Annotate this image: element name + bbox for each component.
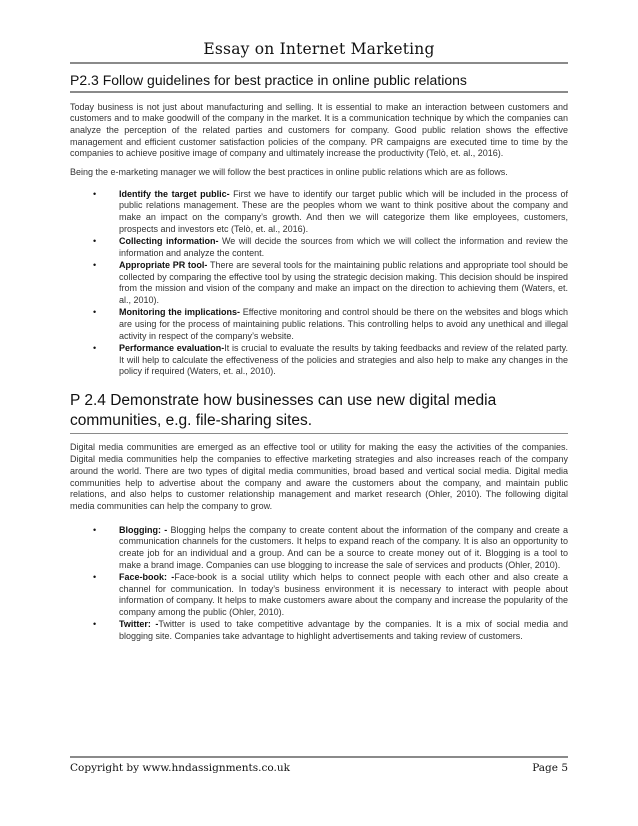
list-item [93,524,568,572]
list-item-term: Collecting information- [119,236,219,247]
list-item [93,236,568,259]
list-item-text: First we have to identify our target public which will be included in the process of public relations management. These are the peoples whom we want to think positive about the company and make an impact on the company’s growth. And then we will categorize them like employees, customers, prospects and investors etc (Telò, et. al., 2016). [119,188,568,234]
bullet-icon: • [93,307,97,318]
bullet-icon: • [93,524,97,535]
page-content [70,70,568,643]
section-heading-p2-3: P2.3 Follow guidelines for best practice in online public relations [70,72,467,88]
list-item-term: Blogging: - [119,524,168,535]
list-item-text: Face-book is a social utility which helps to connect people with each other and also create a channel for communication. In today’s business environment it is necessary to interact with people about information of company. It helps to make customers aware about the company and increase the popularity of the company among the public (Ohler, 2010). [119,572,568,618]
section-heading-underline [70,433,568,435]
bullet-list-digital-media [70,525,568,643]
bullet-icon: • [93,342,97,353]
list-item [93,342,568,378]
page-header-title: Essay on Internet Marketing [203,40,435,58]
paragraph: Being the e-marketing manager we will follow the best practices in online public relations which are as follows. [70,167,508,178]
list-item [93,188,568,236]
bullet-list-pr-practices [70,189,568,378]
list-item-text: It is crucial to evaluate the results by taking feedbacks and review of the related party. It will help to calculate the effectiveness of the policies and strategies and also help to make any changes in the policy if required (Waters, et. al., 2010). [119,342,568,377]
list-item-term: Performance evaluation- [119,342,225,353]
paragraph: Digital media communities are emerged as an effective tool or utility for making the easy the activities of the companies. Digital media communities help the companies to effective marketing strategies and also increases reach of the company around the world. There are two types of digital media communities, broad based and vertical social media. Digital media communities help to advertise about the company and aware the customers about the company, and maintain public relations, and also helps to customer relationship management and market research (Ohler, 2010). The following digital media communities can help the company to grow. [70,442,568,511]
section-heading-p2-4: P 2.4 Demonstrate how businesses can use new digital media communities, e.g. file-sharing sites. [70,391,497,429]
list-item [93,619,568,642]
list-item-term: Identify the target public- [119,188,230,199]
paragraph: Today business is not just about manufacturing and selling. It is essential to make an interaction between customers and customers and to make goodwill of the company in the market. It is a communication technique by which the companies can analyze the perception of the related parties and customers for company. Good public relation shows the effective management and efficient customer satisfaction policies of the company. PR campaigns are executed time to time by the companies to achieve positive image of company and ultimately increase the productivity (Telò, et. al., 2016). [70,101,568,159]
footer-divider [70,756,568,758]
list-item-text: There are several tools for the maintaining public relations and appropriate tool should be collected by comparing the effective tool by using the strategic decision making. This decision should be inspired from the mission and vision of the company and make an impact on the direction to achieving them (Waters, et. al., 2010). [119,259,568,306]
bullet-icon: • [93,619,97,630]
bullet-icon: • [93,572,97,582]
list-item [93,572,568,619]
list-item-term: Face-book: - [119,572,175,582]
bullet-icon: • [93,259,97,270]
list-item [93,259,568,307]
bullet-icon: • [93,236,97,247]
footer-page-number: Page 5 [532,762,568,774]
bullet-icon: • [93,188,97,199]
header-divider [70,62,568,64]
list-item [93,307,568,342]
list-item-text: Blogging helps the company to create content about the information of the company and create a communication channels for the customers. It helps to expand reach of the company. It is also an opportunity to create job for an individual and a group. And can be a source to create money out of it. Blogging is a tool to make a brand image. Companies can use blogging to increase the sale of services and products (Ohler, 2010). [119,524,568,570]
section-heading-underline [70,91,568,93]
footer-copyright: Copyright by www.hndassignments.co.uk [70,762,290,774]
list-item-term: Twitter: - [119,619,159,630]
list-item-text: Effective monitoring and control should be there on the websites and blogs which are using for the process of maintaining public relations. This controlling helps to avoid any unethical and illegal activity in respect of the company’s website. [119,307,568,341]
list-item-term: Monitoring the implications- [119,307,240,318]
list-item-text: Twitter is used to take competitive advantage by the companies. It is a mix of social media and blogging site. Companies take advantage to highlight advertisements and taking review of customers. [119,619,568,642]
list-item-term: Appropriate PR tool- [119,259,208,270]
list-item-text: We will decide the sources from which we will collect the information and review the information and analyze the content. [119,236,568,258]
